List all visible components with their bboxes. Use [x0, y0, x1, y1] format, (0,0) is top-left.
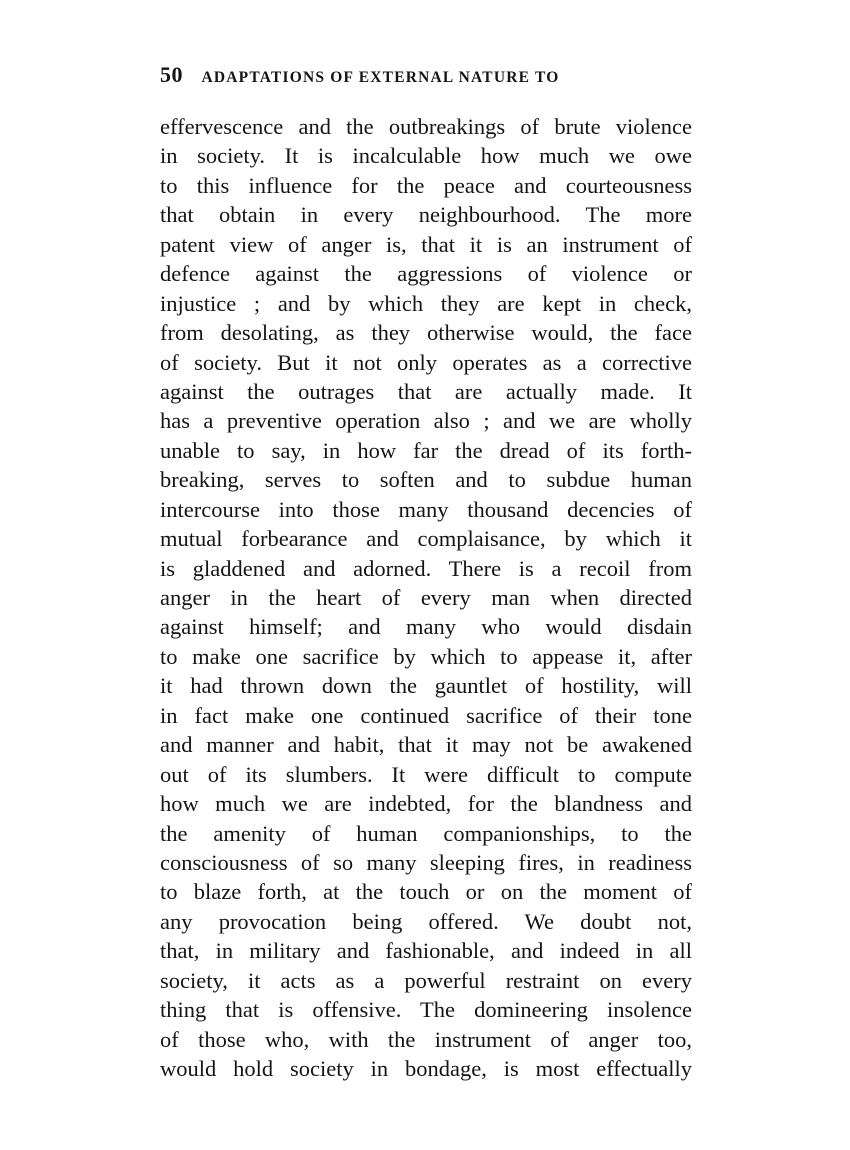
- text-line: that obtain in every neighbourhood. The more: [160, 202, 692, 228]
- text-line: the amenity of human companionships, to the: [160, 820, 692, 846]
- text-line: in society. It is incalculable how much we owe: [160, 143, 692, 169]
- text-line: from desolating, as they otherwise would, the face: [160, 320, 692, 346]
- text-line: of those who, with the instrument of anger too,: [160, 1026, 692, 1052]
- text-line: and manner and habit, that it may not be awakened: [160, 732, 692, 758]
- text-line: effervescence and the outbreakings of brute violence: [160, 114, 692, 139]
- text-line: that, in military and fashionable, and indeed in all: [160, 938, 692, 964]
- page-number: 50: [160, 62, 183, 87]
- text-line: would hold society in bondage, is most effectually: [160, 1056, 692, 1081]
- text-line: anger in the heart of every man when directed: [160, 585, 692, 610]
- text-line: defence against the aggressions of violence or: [160, 261, 692, 287]
- text-line: to blaze forth, at the touch or on the moment of: [160, 879, 692, 905]
- text-line: intercourse into those many thousand decencies of: [160, 496, 692, 522]
- text-line: consciousness of so many sleeping fires, in readiness: [160, 849, 692, 875]
- text-line: society, it acts as a powerful restraint on every: [160, 967, 692, 993]
- text-line: has a preventive operation also ; and we are wholly: [160, 408, 692, 434]
- text-line: to this influence for the peace and courteousness: [160, 172, 692, 198]
- text-line: breaking, serves to soften and to subdue human: [160, 467, 692, 493]
- text-line: patent view of anger is, that it is an instrument of: [160, 231, 692, 257]
- text-line: against the outrages that are actually made. It: [160, 378, 692, 404]
- text-line: of society. But it not only operates as a corrective: [160, 349, 692, 375]
- text-line: is gladdened and adorned. There is a recoil from: [160, 555, 692, 581]
- text-line: to make one sacrifice by which to appease it, after: [160, 643, 692, 669]
- text-line: how much we are indebted, for the blandness and: [160, 791, 692, 817]
- text-line: out of its slumbers. It were difficult to compute: [160, 761, 692, 787]
- running-head-title: ADAPTATIONS OF EXTERNAL NATURE TO: [201, 69, 560, 86]
- text-line: injustice ; and by which they are kept in check,: [160, 290, 692, 316]
- text-line: against himself; and many who would disdain: [160, 614, 692, 640]
- text-line: thing that is offensive. The domineering insolence: [160, 997, 692, 1023]
- running-head: [160, 62, 700, 92]
- body-text: [160, 112, 692, 1083]
- text-line: mutual forbearance and complaisance, by which it: [160, 526, 692, 552]
- text-line: it had thrown down the gauntlet of hostility, will: [160, 673, 692, 699]
- text-line: unable to say, in how far the dread of its forth-: [160, 437, 692, 463]
- text-line: any provocation being offered. We doubt not,: [160, 908, 692, 934]
- text-line: in fact make one continued sacrifice of their tone: [160, 702, 692, 728]
